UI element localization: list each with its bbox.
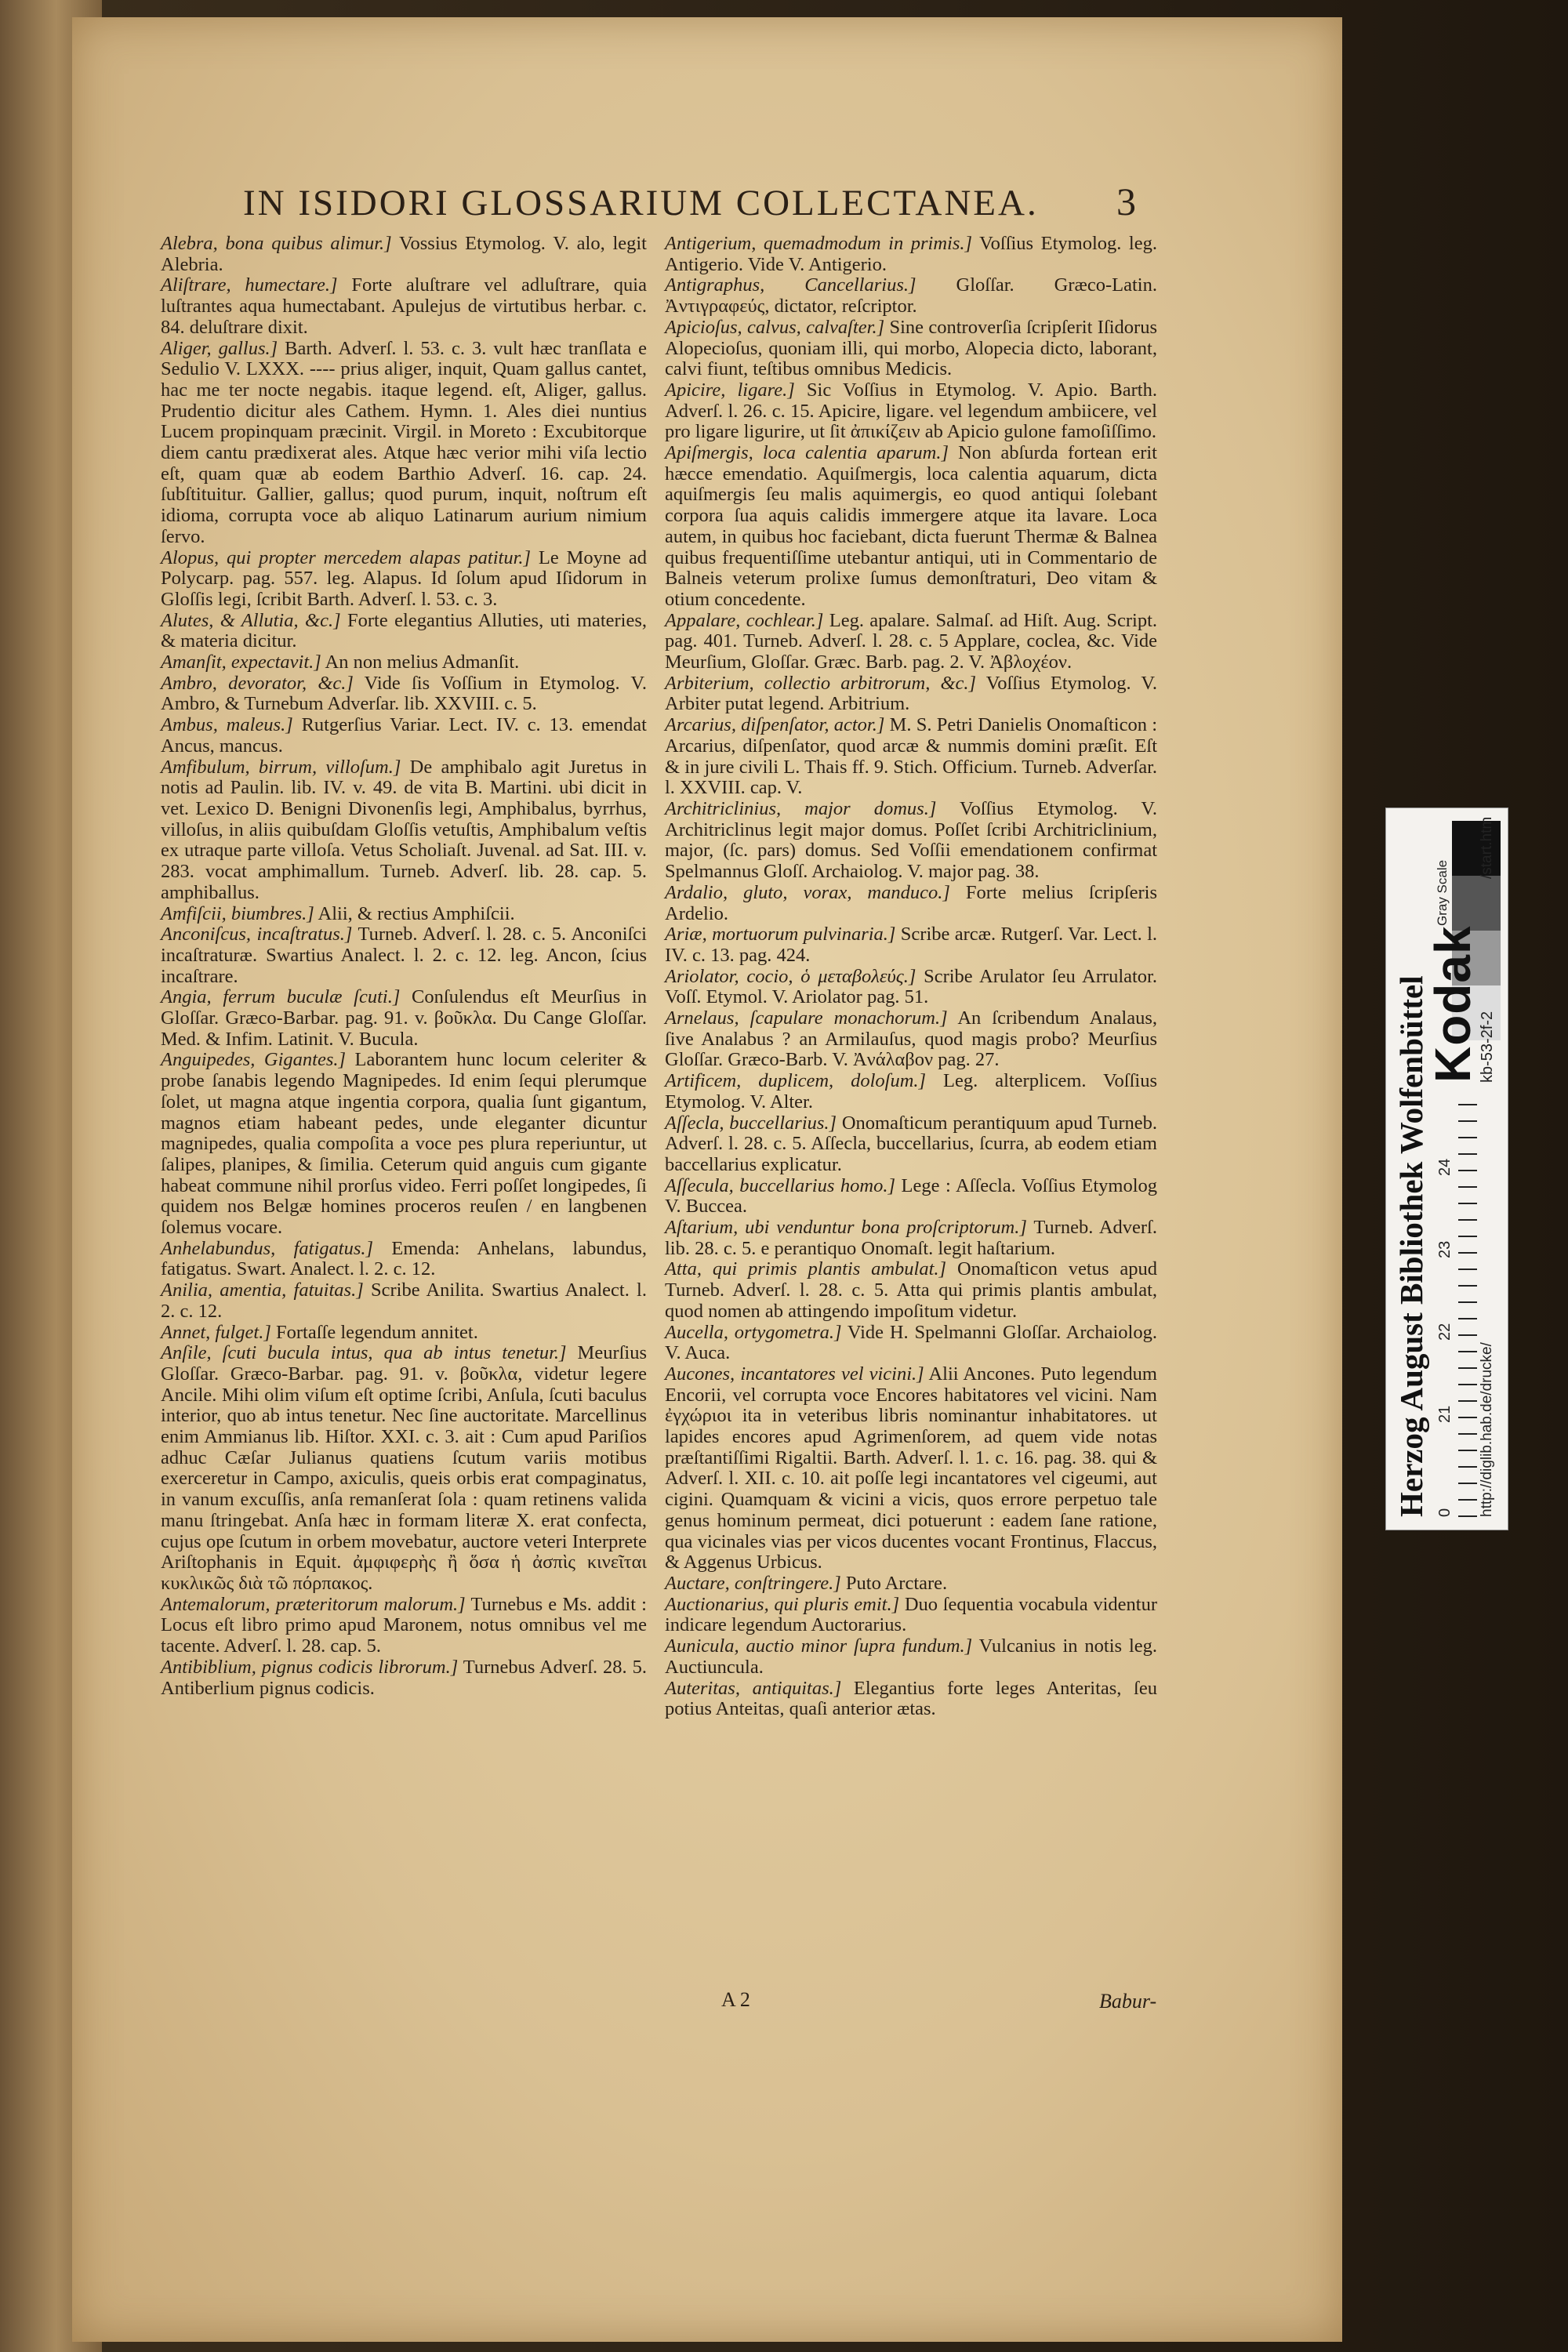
gloss-entry (161, 1050, 647, 1238)
gloss-entry (161, 715, 647, 757)
gloss-entry (665, 1113, 1157, 1176)
entry-lemma: Aliſtrare, humectare.] (161, 274, 338, 296)
url-suffix: /start.htm (1479, 816, 1495, 879)
ruler-numbers (1436, 1102, 1458, 1517)
entry-commentary: Voſſius Etymolog. leg. Antigerio. Vide V. Antigerio. (665, 233, 1157, 275)
gloss-entry (161, 1657, 647, 1699)
entry-commentary: Alii, & rectius Amphiſcii. (314, 902, 515, 924)
gloss-entry (665, 1636, 1157, 1678)
gloss-entry (665, 1176, 1157, 1218)
entry-lemma: Auctare, conſtringere.] (665, 1573, 841, 1594)
entry-commentary: Scribe Arulator ſeu Arrulator. Voſſ. Etymol. V. Ariolator pag. 51. (665, 965, 1157, 1008)
entry-lemma: Angia, ferrum buculæ ſcuti.] (161, 986, 401, 1008)
entry-commentary: De amphibalo agit Juretus in notis ad Paulin. lib. IV. v. 49. de vita B. Martini. ubi dicit in vet. Lexico D. Benigni Divonenſis legi, Amphibalus, byrrhus, villoſus, in aliis quibuſdam Gloſſis vetuſtis, Amphibalum veſtis ex utraque parte villoſa. Vetus Scholiaſt. Juvenal. ad Sat. III. v. 283. vocat amphimallum. Turneb. Adverſ. lib. 28. cap. 5. amphiballus. (161, 756, 647, 903)
entry-lemma: Alebra, bona quibus alimur.] (161, 233, 392, 254)
gloss-entry (161, 1343, 647, 1594)
gloss-entry (161, 1323, 647, 1344)
catchword: Babur- (1099, 1990, 1157, 2013)
gloss-entry (161, 1239, 647, 1280)
entry-commentary: Duo ſequentia vocabula videntur indicare legendum Auctorarius. (665, 1593, 1157, 1636)
entry-commentary: Puto Arctare. (840, 1573, 948, 1594)
entry-lemma: Ardalio, gluto, vorax, manduco.] (665, 881, 950, 903)
entry-commentary: Gloſſar. Græco-Latin. Ἀντιγραφεύς, dictator, reſcriptor. (665, 274, 1157, 318)
entry-lemma: Amfibulum, birrum, villoſum.] (161, 756, 401, 778)
gloss-entry (161, 1595, 647, 1657)
gloss-entry (665, 611, 1157, 673)
library-name: Herzog August Bibliothek Wolfenbüttel (1393, 975, 1429, 1517)
entry-lemma: Aunicula, auctio minor ſupra fundum.] (665, 1635, 973, 1657)
gloss-entry (665, 1071, 1157, 1112)
entry-commentary: Emenda: Anhelans, labundus, fatigatus. Swart. Analect. l. 2. c. 12. (161, 1237, 647, 1280)
entry-lemma: Apiciοſus, calvus, calvaſter.] (665, 316, 885, 338)
entry-commentary: Sine controverſia ſcripſerit Iſidorus Alopeciοſus, quoniam illi, qui morbo, Alopecia dicto, laborant, calvi fiunt, teſtibus omnibus Medicis. (665, 316, 1157, 380)
gloss-entry (161, 652, 647, 673)
entry-commentary: Elegantius forte leges Anteritas, ſeu potius Anteitas, quaſi anterior ætas. (665, 1677, 1157, 1720)
entry-lemma: Apicire, ligare.] (665, 379, 795, 401)
entry-commentary: Scribe Anilita. Swartius Analect. l. 2. c. 12. (161, 1279, 647, 1322)
entry-commentary: Leg. alterplicem. Voſſius Etymolog. V. Alter. (665, 1070, 1158, 1112)
entry-commentary: Turnebus e Ms. addit : Locus eſt libro primo apud Maronem, notus omnibus vel me tacente. Adverſ. l. 28. cap. 5. (161, 1593, 647, 1657)
entry-lemma: Antemalorum, præteritorum malorum.] (161, 1593, 466, 1615)
entry-commentary: Voſſius Etymolog. V. Architriclinus legit major domus. Poſſet ſcribi Architriclinium, major, (ſc. pars) domus. Sed Voſſii emendationem confirmat Spelmannus Gloſſ. Archaiolog. V. major pag. 38. (665, 797, 1158, 883)
page-number: 3 (1116, 180, 1136, 223)
entry-commentary: Turneb. Adverſ. lib. 28. c. 5. e perantiquo Onomaſt. legit haſtarium. (665, 1217, 1157, 1259)
entry-lemma: Annet, fulget.] (161, 1321, 271, 1343)
gloss-entry (161, 673, 647, 715)
entry-lemma: Aſſecula, buccellarius homo.] (665, 1174, 895, 1196)
entry-commentary: An non melius Admanſit. (321, 652, 520, 673)
entry-commentary: Leg. apalare. Salmaſ. ad Hiſt. Aug. Script. pag. 401. Turneb. Adverſ. l. 28. c. 5 Applare, coclea, &c. Vide Meurſium, Gloſſar. Græc. Barb. pag. 2. V. Ἀβλοχέον. (665, 609, 1157, 673)
gray-scale-label: Gray Scale (1435, 859, 1450, 926)
entry-lemma: Antigraphus, Cancellarius.] (665, 274, 916, 296)
gloss-entry (161, 548, 647, 611)
entry-lemma: Ambro, devorator, &c.] (161, 672, 354, 694)
entry-commentary: Scribe arcæ. Rutgerſ. Var. Lect. l. IV. c. 13. pag. 424. (665, 924, 1158, 966)
entry-commentary: Fortaſſe legendum annitet. (270, 1321, 478, 1343)
entry-lemma: Aucella, ortygometra.] (665, 1321, 842, 1343)
entry-lemma: Appalare, cochlear.] (665, 609, 824, 631)
entry-commentary: An ſcribendum Analaus, ſive Analabus ? an Armilauſus, quod magis probo? Meurſius Gloſſar. Græco-Barb. V. Ἀνάλαβον pag. 27. (665, 1007, 1157, 1071)
scan-target-label (1385, 808, 1508, 1530)
entry-commentary: Forte melius ſcripſeris Ardelio. (665, 881, 1158, 924)
entry-commentary: Laborantem hunc locum celeriter & probe ſanabis legendo Magnipedes. Id enim ſequi plerumque ſolet, ut magna atque ingentia corpora, qualia ſunt gigantum, magnos etiam habeant pedes, unde eleganter dicuntur magnipedes, qualia compoſita a voce pes plura reperiuntur, ut ſalipes, planipes, & ſimilia. Ceterum quid anguis cum gigante habeat commune nihil prorſus video. Ferri poſſet longipedes, ſi quidem nos Belgæ homines proceros reuſen / en langbenen ſolemus vocare. (161, 1049, 647, 1239)
gloss-entry (665, 380, 1157, 443)
gloss-entry (161, 339, 647, 548)
entry-lemma: Alutes, & Allutia, &c.] (161, 609, 341, 631)
ruler-number: 22 (1436, 1323, 1454, 1341)
gloss-entry (665, 1595, 1157, 1636)
gloss-entry (665, 443, 1157, 611)
gloss-entry (161, 611, 647, 652)
gloss-entry (161, 1280, 647, 1322)
left-column (161, 234, 647, 1699)
entry-lemma: Antibiblium, pignus codicis librorum.] (161, 1656, 459, 1678)
entry-lemma: Anilia, amentia, fatuitas.] (161, 1279, 364, 1301)
entry-commentary: Alii Ancones. Puto legendum Encorii, vel corrupta voce Encores habitatores vel vicini. Nam ἐγχώριοι ita in veteribus libris nominantur inhabitatores. ut lapides encores apud Agrimenſorem, ad quem vide notas præſtantiſſimi Rigaltii. Barth. Adverſ. l. 1. c. 16. pag. 38. qui & Adverſ. l. XII. c. 10. ait poſſe legi incantatores vel cigeumi, aut cigini. Quamquam & vicini a vicis, quos errore perpetuo tale genus hominum permeat, dici potuerunt : eadem ſane ratione, qua vicinales vias per vicos ducentes vocant Frontinus, Flaccus, & Aggenus Urbicus. (665, 1363, 1157, 1573)
entry-lemma: Aſtarium, ubi venduntur bona proſcriptorum.] (665, 1217, 1027, 1239)
entry-commentary: Conſulendus eſt Meurſius in Gloſſar. Græco-Barbar. pag. 91. v. βοῦκλα. Du Cange Gloſſar. Med. & Infim. Latinit. V. Bucula. (161, 986, 647, 1050)
gloss-entry (665, 1323, 1157, 1364)
digital-library-url: http://diglib.hab.de/drucke/ (1479, 1342, 1495, 1517)
gloss-entry (161, 904, 647, 925)
entry-commentary: Vulcanius in notis leg. Auctiuncula. (665, 1635, 1158, 1678)
gloss-entry (665, 673, 1157, 715)
ruler-number: 0 (1436, 1508, 1454, 1517)
shelfmark: kb-53-2f-2 (1479, 1011, 1496, 1083)
gloss-entry (665, 1364, 1157, 1573)
entry-lemma: Ambus, maleus.] (161, 714, 293, 736)
gloss-entry (665, 1008, 1157, 1071)
entry-lemma: Ariæ, mortuorum pulvinaria.] (665, 924, 896, 946)
gloss-entry (665, 234, 1157, 275)
ruler-number: 24 (1436, 1158, 1454, 1176)
entry-lemma: Aſſecla, buccellarius.] (665, 1112, 837, 1134)
gloss-entry (161, 275, 647, 338)
gloss-entry (665, 883, 1157, 924)
ruler-number: 23 (1436, 1240, 1454, 1258)
entry-lemma: Arbiterium, collectio arbitrorum, &c.] (665, 672, 977, 694)
entry-commentary: Onomaſticum perantiquum apud Turneb. Adverſ. l. 28. c. 5. Aſſecla, buccellarius, ſcurra, ab eodem etiam baccellarius explicatur. (665, 1112, 1157, 1175)
signature-mark: A 2 (721, 1988, 750, 2011)
entry-commentary: Barth. Adverſ. l. 53. c. 3. vult hæc tranſlata e Sedulio V. LXXX. ---- prius aliger, inquit, Quam gallus cantet, hac me ter nocte negabis. itaque legend. eſt, Aliger, gallus. Prudentio dicitur ales Cathem. Hymn. 1. Ales diei nuntius Lucem propinquam præcinit. Virgil. in Moreto : Excubitorque diem cantu prædixerat ales. Atque hæc verior mihi viſa lectio eſt, quam quæ ab eodem Barthio Adverſ. 16. cap. 24. ſubſtituitur. Gallier, gallus; quod purum, inquit, noſtrum eſt idioma, corrupta voce ab aliquo Latinarum aurium nimium ſervo. (161, 337, 647, 547)
entry-commentary: Le Moyne ad Polycarp. pag. 557. leg. Alapus. Id ſolum apud Iſidorum in Gloſſis legi, ſcribit Barth. Adverſ. l. 53. c. 3. (161, 546, 647, 610)
gloss-entry (665, 799, 1157, 883)
entry-lemma: Amanſit, expectavit.] (161, 652, 321, 673)
entry-lemma: Auctionarius, qui pluris emit.] (665, 1593, 900, 1615)
entry-commentary: Vide ſis Voſſium in Etymolog. V. Ambro, & Turnebum Adverſar. lib. XXVIII. c. 5. (161, 672, 647, 715)
entry-lemma: Aliger, gallus.] (161, 337, 278, 359)
gloss-entry (665, 318, 1157, 380)
gloss-entry (665, 1679, 1157, 1720)
entry-commentary: Rutgerſius Variar. Lect. IV. c. 13. emendat Ancus, mancus. (161, 714, 647, 757)
entry-lemma: Apiſmergis, loca calentia aparum.] (665, 442, 949, 464)
entry-commentary: M. S. Petri Danielis Onomaſticon : Arcarius, diſpenſator, quod arcæ & nummis domini præſit. Eſt & in jure civili L. Thais ff. 9. Stich. Officium. Turneb. Adverſar. l. XXVIII. cap. V. (665, 714, 1158, 799)
gloss-entry (665, 275, 1157, 317)
right-column (665, 234, 1157, 1720)
entry-commentary: Voſſius Etymolog. V. Arbiter putat legend. Arbitrium. (665, 672, 1157, 715)
entry-lemma: Anguipedes, Gigantes.] (161, 1049, 347, 1071)
ruler-ticks (1458, 1102, 1477, 1517)
entry-lemma: Auteritas, antiquitas.] (665, 1677, 842, 1699)
entry-commentary: Forte elegantius Alluties, uti materies, & materia dicitur. (161, 609, 648, 652)
entry-lemma: Anhelabundus, fatigatus.] (161, 1237, 374, 1259)
gloss-entry (161, 234, 647, 275)
entry-lemma: Anconiſcus, incaſtratus.] (161, 924, 353, 946)
entry-lemma: Ariolator, cocio, ὁ μεταβολεύς.] (665, 965, 916, 987)
gloss-entry (161, 757, 647, 904)
entry-commentary: Onomaſticon vetus apud Turneb. Adverſ. l. 28. c. 5. Atta qui primis plantis ambulat, quod nomen ab attingendo impoſitum videtur. (665, 1258, 1157, 1322)
entry-lemma: Atta, qui primis plantis ambulat.] (665, 1258, 947, 1280)
entry-lemma: Architriclinius, major domus.] (665, 797, 937, 819)
entry-commentary: Lege : Aſſecla. Voſſius Etymolog V. Buccea. (665, 1174, 1157, 1218)
entry-commentary: Meurſius Gloſſar. Græco-Barbar. pag. 91. v. βοῦκλα, videtur legere Ancile. Mihi olim viſum eſt optime ſcribi, Anſula, ſcuti baculus interior, quo ab intus tenetur. Nec ſine auctoritate. Marcellinus enim Ammianus lib. Hiſtor. XXI. c. 3. ait : Cum apud Pariſios adhuc Cæſar Julianus quatiens ſcutum variis motibus exerceretur in Campo, axiculis, queis orbis erat compaginatus, in vanum excuſſis, anſa remanſerat ſola : quam retinens valida manu ſtringebat. Anſa hæc in formam literæ X. erat confecta, cujus ope ſcutum in orbem movebatur, auctore veteri Interprete Ariſtophanis in Equit. ἀμφιφερὴς ἢ ὅσα ἡ ἀσπὶς κινεῖται κυκλικῶς διὰ τῶ πόρπακος. (161, 1342, 648, 1594)
gloss-entry (665, 1573, 1157, 1595)
label-rotated-text (1386, 808, 1508, 1530)
entry-commentary: Vossius Etymolog. V. alo, legit Alebria. (161, 233, 647, 275)
gloss-entry (665, 715, 1157, 799)
gloss-entry (665, 924, 1157, 966)
kodak-logo: Kodak (1425, 925, 1481, 1083)
gloss-entry (665, 1259, 1157, 1322)
entry-commentary: Non abſurda fortean erit hæcce emendatio. Aquiſmergis, loca calentia aquarum, dicta aquiſmergis ſeu malis aquimergis, eo quod antiqui ſolebant corpora ſua aquis calidis immergere atque ita lavare. Loca autem, in quibus hoc faciebant, dicta fuerunt Thermæ & Balnea quibus frequentiſſime utebantur antiqui, uti in Commentario de Balneis veterum prolixe ſumus demonſtraturi, Deo vitam & otium concedente. (665, 442, 1157, 610)
entry-lemma: Amfiſcii, biumbres.] (161, 902, 314, 924)
entry-lemma: Alopus, qui propter mercedem alapas patitur.] (161, 546, 532, 568)
gloss-entry (665, 1218, 1157, 1259)
ruler-number: 21 (1436, 1405, 1454, 1423)
gloss-entry (161, 987, 647, 1050)
entry-lemma: Aucones, incantatores vel vicini.] (665, 1363, 924, 1385)
entry-commentary: Turneb. Adverſ. l. 28. c. 5. Anconiſci incaſtraturæ. Swartius Analect. l. 2. c. 12. leg. Ancon, ſcius incaſtrare. (161, 924, 647, 987)
gloss-entry (665, 967, 1157, 1008)
entry-lemma: Antigerium, quemadmodum in primis.] (665, 233, 973, 254)
entry-commentary: Vide H. Spelmanni Gloſſar. Archaiolog. V. Auca. (665, 1321, 1157, 1364)
entry-lemma: Arnelaus, ſcapulare monachorum.] (665, 1007, 948, 1029)
entry-commentary: Turnebus Adverſ. 28. 5. Antiberlium pignus codicis. (161, 1656, 647, 1699)
entry-lemma: Anſile, ſcuti bucula intus, qua ab intus tenetur.] (161, 1342, 567, 1364)
gloss-entry (161, 924, 647, 987)
running-title: IN ISIDORI GLOSSARIUM COLLECTANEA. (243, 183, 1039, 223)
entry-commentary: Forte aluſtrare vel adluſtrare, quia luſtrantes aqua humectabant. Apulejus de virtutibus herbar. c. 84. deluſtrare dixit. (161, 274, 647, 338)
entry-lemma: Arcarius, diſpenſator, actor.] (665, 714, 885, 736)
entry-commentary: Sic Voſſius in Etymolog. V. Apio. Barth. Adverſ. l. 26. c. 15. Apicire, ligare. vel legendum ambiicere, vel pro ligare ligurire, ut ſit ἀπικίζειν ab Apicio gulone famoſiſſimo. (665, 379, 1157, 443)
entry-lemma: Artificem, duplicem, doloſum.] (665, 1070, 927, 1092)
